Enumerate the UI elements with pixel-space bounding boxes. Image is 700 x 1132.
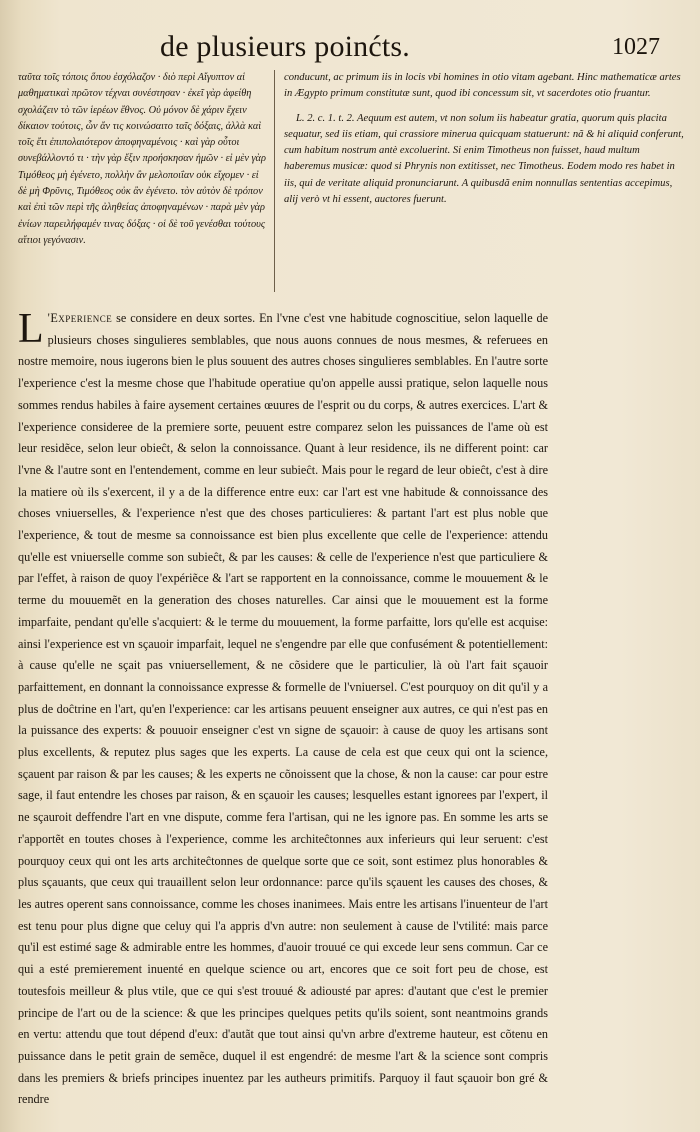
column-divider (274, 70, 275, 292)
running-head (160, 30, 660, 70)
running-title: de plusieurs poinćts. (160, 30, 411, 63)
opening-word: 'Experience (47, 311, 113, 325)
drop-cap-initial: L (18, 306, 44, 352)
page-number: 1027 (612, 34, 660, 60)
commentary-body (18, 308, 548, 1111)
bilingual-quotation (18, 70, 686, 300)
latin-paragraph-1: conducunt, ac primum iis in locis vbi homines in otio vitam agebant. Hinc mathematicæ artes in Ægypto primum constitutæ sunt, quod ibi concessum sit, vt sacerdotes otio fruantur. (284, 72, 681, 100)
greek-quotation-text: ταῦτα τοῖς τόποις ὅπου ἐσχόλαζον · διὸ περὶ Αἴγυπτον αἱ μαθηματικαὶ πρῶτον τέχναι συνέστησαν · ἐκεῖ γὰρ ἀφείθη σχολάζειν τὸ τῶν ἱερέων ἔθνος. Οὐ μόνον δὲ χάριν ἔχειν δίκαιον τούτοις, ὧν ἄν τις κοινώσαιτο ταῖς δόξαις, ἀλλὰ καὶ τοῖς ἔτι ἐπιπολαιότερον ἀποφηναμένοις · καὶ γὰρ οὗτοι συνεβάλλοντό τι · τὴν γὰρ ἕξιν προήσκησαν ἡμῶν · εἰ μὲν γὰρ Τιμόθεος μὴ ἐγένετο, πολλὴν ἂν μελοποιΐαν οὐκ εἴχομεν · εἰ δὲ μὴ Φρῦνις, Τιμόθεος οὐκ ἂν ἐγένετο. τὸν αὐτὸν δὲ τρόπον καὶ ἐπὶ τῶν περὶ τῆς ἀληθείας ἀποφηναμένων · παρὰ μὲν γὰρ ἐνίων παρειλήφαμέν τινας δόξας · οἱ δὲ τοῦ γενέσθαι τούτους αἴτιοι γεγόνασιν. (18, 72, 266, 246)
commentary-paragraph (18, 308, 548, 1111)
latin-paragraph-2: L. 2. c. 1. t. 2. Aequum est autem, vt non solum iis habeatur gratia, quorum quis placita sequatur, sed iis etiam, qui crassiore minerua quicquam statuerunt: nã & hi aliquid conferunt, cum habitum nostrum antè excoluerint. Si enim Timotheus non fuisset, haud multum haberemus musicæ: quod si Phrynis non extitisset, nec Timotheus. Eodem modo res habet in iis, qui de veritate aliquid pronunciarunt. A quibusdã enim nonnullas sententias accepimus, alij verò vt hi essent, auctores fuerunt. (284, 112, 684, 206)
latin-translation-column (284, 70, 684, 208)
commentary-text: se considere en deux sortes. En l'vne c'est vne habitude cognoscitiue, selon laquelle de plusieurs choses singulieres semblables, que nous auons connues de nous mesmes, & referuees en nostre memoire, nous iugerons bien le plus souuent des autres choses singulieres semblables. En l'autre sorte l'experience c'est la mesme chose que l'habitude operatiue qu'on appelle aussi pratique, selon laquelle nous sommes rendus habiles à faire aysement certaines œuures de l'esprit ou du corps, & autres exercices. L'art & l'experience consideree de la premiere sorte, peuuent estre comparez selon les puissances de l'ame où est leur residẽce, selon leur obieĉt, & selon la connoissance. Quant à leur residence, ils ne different point: car l'vne & l'autre sont en l'entendement, comme en leur subieĉt. Mais pour le regard de leur obieĉt, c'est à dire la matiere où ils s'exercent, il y a de la difference entre eux: car l'art est vne habitude & connoissance des choses vniuerselles, & l'experience n'est que des choses particulieres: & partant l'art est plus noble que l'experience, & tout de mesme sa connoissance est bien plus excellente que celle de l'experience: attendu qu'elle est vniuerselle comme son subieĉt, & par les causes: & celle de l'experience n'est que particuliere & par l'effet, à raison de quoy l'expériẽce & l'art se rapportent en la connoissance, comme le mouuement & le terme du mouuemẽt en la generation des choses naturelles. Car ainsi que le mouuement est la forme imparfaite, pendant qu'elle s'acquiert: & le terme du mouuement, la forme parfaitte, lors qu'elle est acquise: ainsi l'experience est vn sçauoir imparfait, lequel ne s'engendre par elle que confusément & potentiellement: à cause qu'elle ne sçait pas vniuersellement, & ne cõsidere que le particulier, là où l'art fait sçauoir parfaittement, en donnant la connoissance expresse & formelle de l'vniuersel. C'est pourquoy on dit qu'il y a plus de doĉtrine en l'art, qu'en l'experience: car les artisans peuuent enseigner aux autres, ce qui n'est pas en la puissance des experts: & pouuoir enseigner c'est vn signe de sçauoir: à cause de quoy les artisans sont plus excellents, & reputez plus sages que les experts. La cause de cela est que ceux qui ont la science, sçauent par raison & par les causes; & les experts ne cõnoissent que la chose, & non la cause: car pour estre sage, il faut entendre les choses par raison, & en sçauoir les causes; lesquelles estant ignorees par l'expert, il ne sçauroit deffendre l'art en vne dispute, comme fera l'artisan, qui ne les ignore pas. En somme les arts se r'apportẽt en toutes choses à l'experience, comme les architeĉtonnes aux inferieurs qui leur seruent: c'est pourquoy ceux qui ont les arts architeĉtonnes de quelque sorte que ce soit, sont estimez plus honorables & plus sçauants, que ceux qui trauaillent selon leur ordonnance: parce qu'ils sçauent les causes des choses, & les autres operent sans connoissance, comme les choses inanimees. Mais entre les artisans l'inuenteur de l'art est tenu pour plus digne que celuy qui l'a appris d'vn autre: non seulement à cause de l'vtilité: mais parce qu'il est estimé sage & admirable entre les hommes, d'auoir trouué ce qui excede leur sens commun. Car ce qui a esté premierement inuenté en quelque science ou art, encores que ce soit fort peu de chose, est toutesfois meilleur & plus vtile, que ce qui s'est trouué & adiousté par apres: d'autant que c'est le premier principe de l'art ou de la science: & que les principes quelques petits qu'ils soient, sont neantmoins grands en vertu: attendu que tout dépend d'eux: d'autãt que tout ainsi qu'vn arbre d'extreme hauteur, est cõtenu en puissance dans le petit grain de semẽce, duquel il est engendré: de mesme l'art & la science sont compris dans les premiers & briefs principes inuentez par les autheurs primitifs. Parquoy il faut sçauoir bon gré & rendre (18, 311, 548, 1107)
greek-quotation-column (18, 70, 266, 249)
